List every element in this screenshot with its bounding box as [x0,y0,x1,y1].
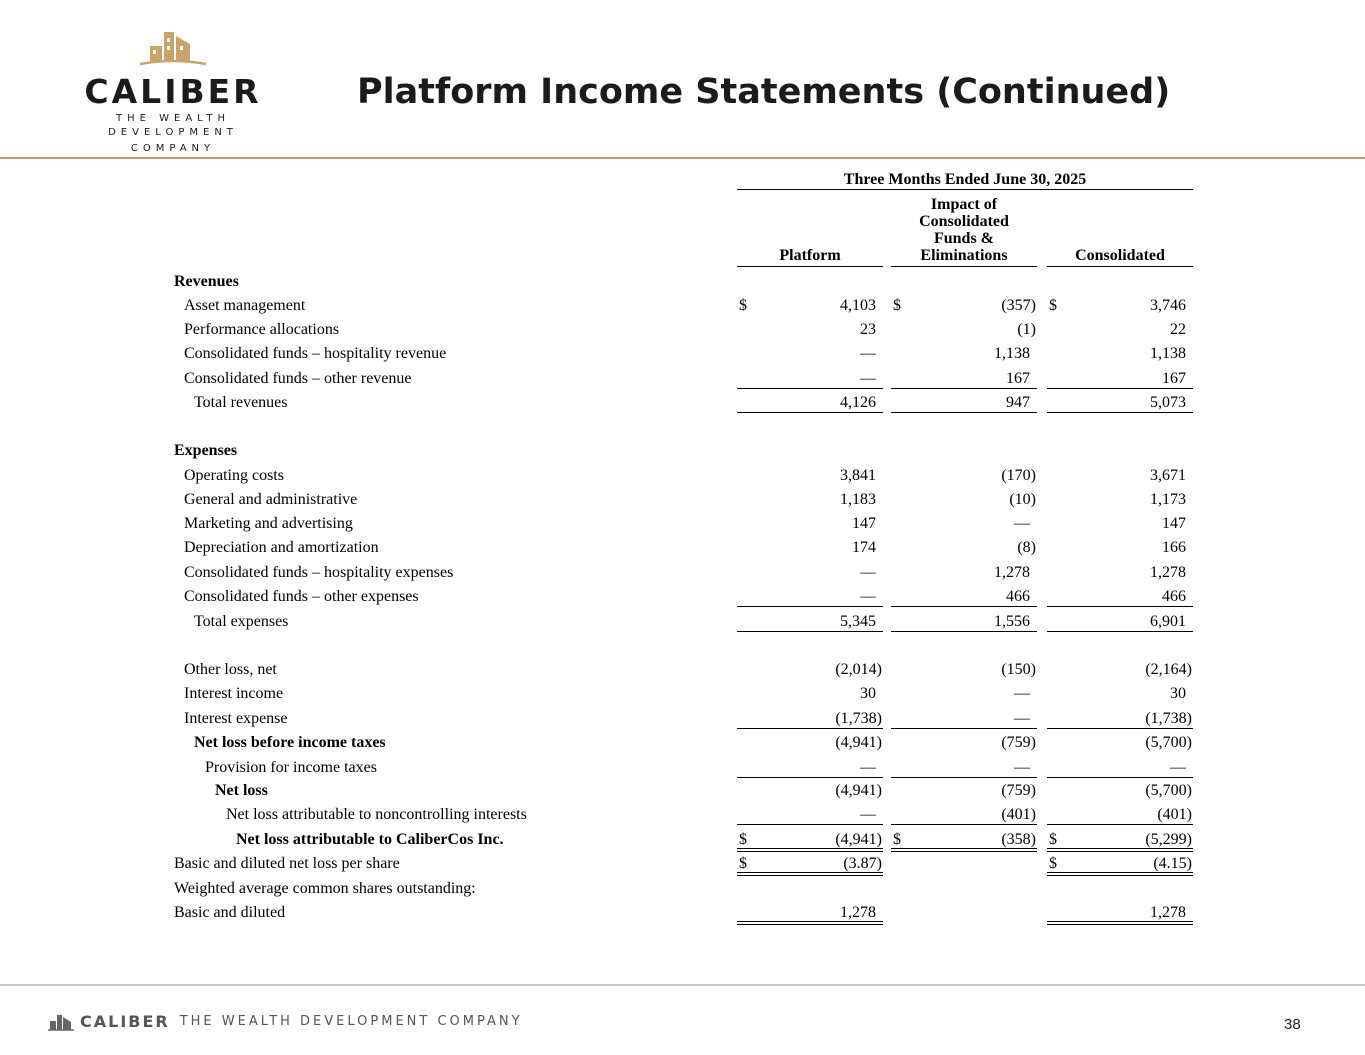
table-cell [1047,587,1193,607]
cell-value: — [860,345,876,362]
table-cell [737,854,883,874]
underline [891,412,1037,413]
table-cell [737,320,883,340]
underline [1047,388,1193,389]
currency-symbol: $ [1049,855,1057,872]
table-row [0,658,1365,682]
row-label: Asset management [184,297,306,314]
cell-value: (401) [1157,806,1192,823]
row-label: Net loss attributable to CaliberCos Inc. [236,831,504,848]
currency-symbol: $ [739,855,747,872]
table-cell [1047,344,1193,364]
table-cell [737,490,883,510]
cell-value: (3.87) [843,855,882,872]
cell-value: 3,746 [1150,297,1186,314]
currency-symbol: $ [739,297,747,314]
table-cell [737,733,883,753]
row-label: Revenues [174,273,239,290]
cell-value: — [860,370,876,387]
cell-value: (4.15) [1153,855,1192,872]
cell-value: 147 [852,515,876,532]
cell-value: 22 [1170,321,1186,338]
table-cell [737,612,883,632]
table-cell [737,781,883,801]
page-number: 38 [1284,1016,1301,1033]
table-cell [1047,660,1193,680]
table-cell [737,344,883,364]
table-cell [737,369,883,389]
underline [737,412,883,413]
table-cell [891,441,1037,461]
table-cell [1047,538,1193,558]
table-cell [891,684,1037,704]
cell-value: (4,941) [835,734,882,751]
table-cell [891,660,1037,680]
currency-symbol: $ [1049,831,1057,848]
row-label: Marketing and advertising [184,515,353,532]
table-row [0,464,1365,488]
table-cell [1047,612,1193,632]
underline [1047,631,1193,632]
page-title: Platform Income Statements (Continued) [357,72,1171,112]
row-label: Net loss before income taxes [194,734,386,751]
cell-value: — [860,806,876,823]
table-row [0,488,1365,512]
row-label: Net loss attributable to noncontrolling interests [226,806,527,823]
table-cell [891,733,1037,753]
table-cell [891,466,1037,486]
header-divider [0,157,1365,159]
cell-value: 1,278 [1150,904,1186,921]
table-cell [737,466,883,486]
table-row [0,342,1365,366]
table-cell [891,538,1037,558]
double-underline [1047,921,1193,925]
table-cell [1047,563,1193,583]
row-label: Weighted average common shares outstanding: [174,880,476,897]
table-cell [891,830,1037,850]
table-cell [737,538,883,558]
underline [891,388,1037,389]
cell-value: (759) [1001,782,1036,799]
table-row [0,877,1365,901]
cell-value: 5,345 [840,613,876,630]
table-cell [737,879,883,899]
table-cell [891,709,1037,729]
column-header-consolidated [1047,247,1193,264]
column-header-line: Impact of [930,196,998,213]
row-label: Provision for income taxes [205,759,377,776]
cell-value: — [1014,710,1030,727]
row-label: Basic and diluted net loss per share [174,855,400,872]
row-label: Total expenses [194,613,289,630]
table-cell [891,563,1037,583]
table-cell [1047,514,1193,534]
table-cell [1047,854,1193,874]
column-header-line: Consolidated [919,213,1009,230]
underline [737,606,883,607]
underline [737,824,883,825]
table-row [0,318,1365,342]
underline [737,728,883,729]
cell-value: — [1014,759,1030,776]
cell-value: 4,126 [840,394,876,411]
underline [737,388,883,389]
table-cell [1047,781,1193,801]
column-header-eliminations [891,196,1037,264]
table-cell [891,320,1037,340]
cell-value: (358) [1001,831,1036,848]
table-cell [1047,879,1193,899]
table-cell [737,805,883,825]
row-label: Consolidated funds – hospitality expenses [184,564,454,581]
cell-value: 3,841 [840,467,876,484]
table-cell [891,781,1037,801]
underline [891,631,1037,632]
table-cell [1047,758,1193,778]
cell-value: 174 [852,539,876,556]
table-cell [891,514,1037,534]
cell-value: (170) [1001,467,1036,484]
footer-wordmark: CALIBER [80,1012,170,1031]
cell-value: 466 [1162,588,1186,605]
cell-value: (2,014) [835,661,882,678]
cell-value: (1,738) [1145,710,1192,727]
period-header: Three Months Ended June 30, 2025 [843,171,1087,188]
row-label: Consolidated funds – hospitality revenue [184,345,447,362]
column-header-line: Platform [779,247,841,264]
table-cell [891,758,1037,778]
underline [891,824,1037,825]
row-label: Consolidated funds – other revenue [184,370,412,387]
table-cell [1047,684,1193,704]
table-row [0,731,1365,755]
column-header-line: Consolidated [1075,247,1165,264]
cell-value: (8) [1017,539,1036,556]
table-cell [1047,805,1193,825]
cell-value: — [860,759,876,776]
column-header-line: Eliminations [920,247,1008,264]
footer-tagline: THE WEALTH DEVELOPMENT COMPANY [179,1014,523,1029]
table-row [0,536,1365,560]
column-header-underline [1047,266,1193,267]
row-label: Net loss [215,782,268,799]
cell-value: 166 [1162,539,1186,556]
row-label: General and administrative [184,491,358,508]
table-cell [737,441,883,461]
table-cell [1047,272,1193,292]
cell-value: 1,183 [840,491,876,508]
cell-value: 6,901 [1150,613,1186,630]
table-cell [891,854,1037,874]
double-underline [737,848,883,852]
table-cell [891,369,1037,389]
footer-brand [48,1012,523,1031]
cell-value: 1,278 [840,904,876,921]
table-row [0,512,1365,536]
cell-value: 30 [1170,685,1186,702]
table-cell [891,805,1037,825]
row-label: Total revenues [194,394,288,411]
logo-wordmark: CALIBER [84,72,262,111]
table-cell [737,903,883,923]
cell-value: 466 [1006,588,1030,605]
row-label: Operating costs [184,467,284,484]
underline [1047,412,1193,413]
cell-value: — [1014,685,1030,702]
table-cell [737,660,883,680]
table-cell [1047,709,1193,729]
cell-value: (1) [1017,321,1036,338]
cell-value: (357) [1001,297,1036,314]
table-cell [891,344,1037,364]
table-cell [737,830,883,850]
row-label: Interest expense [184,710,288,727]
cell-value: (5,299) [1145,831,1192,848]
logo-tagline: THE WEALTH DEVELOPMENT [108,113,238,138]
cell-value: 947 [1006,394,1030,411]
building-logo-icon [138,28,208,68]
table-cell [891,879,1037,899]
table-cell [891,490,1037,510]
table-cell [891,587,1037,607]
table-cell [891,903,1037,923]
cell-value: — [860,564,876,581]
table-cell [737,587,883,607]
cell-value: 1,278 [1150,564,1186,581]
table-cell [1047,830,1193,850]
cell-value: 147 [1162,515,1186,532]
table-cell [737,758,883,778]
underline [891,728,1037,729]
cell-value: 1,138 [1150,345,1186,362]
underline [891,606,1037,607]
cell-value: 30 [860,685,876,702]
table-cell [737,563,883,583]
building-logo-icon [48,1013,74,1031]
row-label: Consolidated funds – other expenses [184,588,419,605]
table-cell [891,272,1037,292]
double-underline [1047,872,1193,876]
table-cell [1047,296,1193,316]
cell-value: 1,173 [1150,491,1186,508]
cell-value: (4,941) [835,831,882,848]
row-label: Basic and diluted [174,904,286,921]
table-row [0,682,1365,706]
table-cell [1047,466,1193,486]
double-underline [891,848,1037,852]
table-cell [737,296,883,316]
column-header-line: Funds & [933,230,995,247]
cell-value: — [1170,759,1186,776]
underline [1047,824,1193,825]
table-cell [737,272,883,292]
cell-value: 1,138 [994,345,1030,362]
table-cell [1047,733,1193,753]
period-underline [737,189,1193,190]
table-row [0,439,1365,463]
table-row [0,294,1365,318]
cell-value: — [860,588,876,605]
row-label: Interest income [184,685,284,702]
table-cell [1047,369,1193,389]
underline [1047,728,1193,729]
row-label: Performance allocations [184,321,340,338]
underline [737,631,883,632]
column-header-underline [891,266,1037,267]
cell-value: 167 [1006,370,1030,387]
table-cell [891,612,1037,632]
currency-symbol: $ [739,831,747,848]
row-label: Expenses [174,442,238,459]
double-underline [737,872,883,876]
cell-value: (401) [1001,806,1036,823]
table-cell [1047,393,1193,413]
cell-value: (5,700) [1145,734,1192,751]
table-cell [1047,320,1193,340]
table-cell [737,709,883,729]
currency-symbol: $ [1049,297,1057,314]
cell-value: 167 [1162,370,1186,387]
double-underline [737,921,883,925]
cell-value: (2,164) [1145,661,1192,678]
logo-tagline-line2: COMPANY [130,143,216,154]
table-row [0,779,1365,803]
cell-value: (759) [1001,734,1036,751]
table-row [0,270,1365,294]
underline [891,777,1037,778]
table-cell [1047,441,1193,461]
cell-value: (10) [1009,491,1036,508]
column-header-underline [737,266,883,267]
table-cell [737,514,883,534]
table-row [0,561,1365,585]
double-underline [1047,848,1193,852]
cell-value: 5,073 [1150,394,1186,411]
cell-value: 1,556 [994,613,1030,630]
table-cell [891,296,1037,316]
table-cell [1047,490,1193,510]
underline [737,777,883,778]
cell-value: (4,941) [835,782,882,799]
cell-value: 23 [860,321,876,338]
currency-symbol: $ [893,831,901,848]
table-cell [1047,903,1193,923]
row-label: Depreciation and amortization [184,539,379,556]
footer-divider [0,984,1365,986]
table-cell [891,393,1037,413]
currency-symbol: $ [893,297,901,314]
cell-value: 1,278 [994,564,1030,581]
cell-value: (150) [1001,661,1036,678]
table-cell [737,393,883,413]
cell-value: (1,738) [835,710,882,727]
column-header-platform [737,247,883,264]
row-label: Other loss, net [184,661,277,678]
cell-value: 4,103 [840,297,876,314]
cell-value: (5,700) [1145,782,1192,799]
cell-value: — [1014,515,1030,532]
table-cell [737,684,883,704]
underline [1047,606,1193,607]
cell-value: 3,671 [1150,467,1186,484]
underline [1047,777,1193,778]
company-logo [48,28,298,156]
